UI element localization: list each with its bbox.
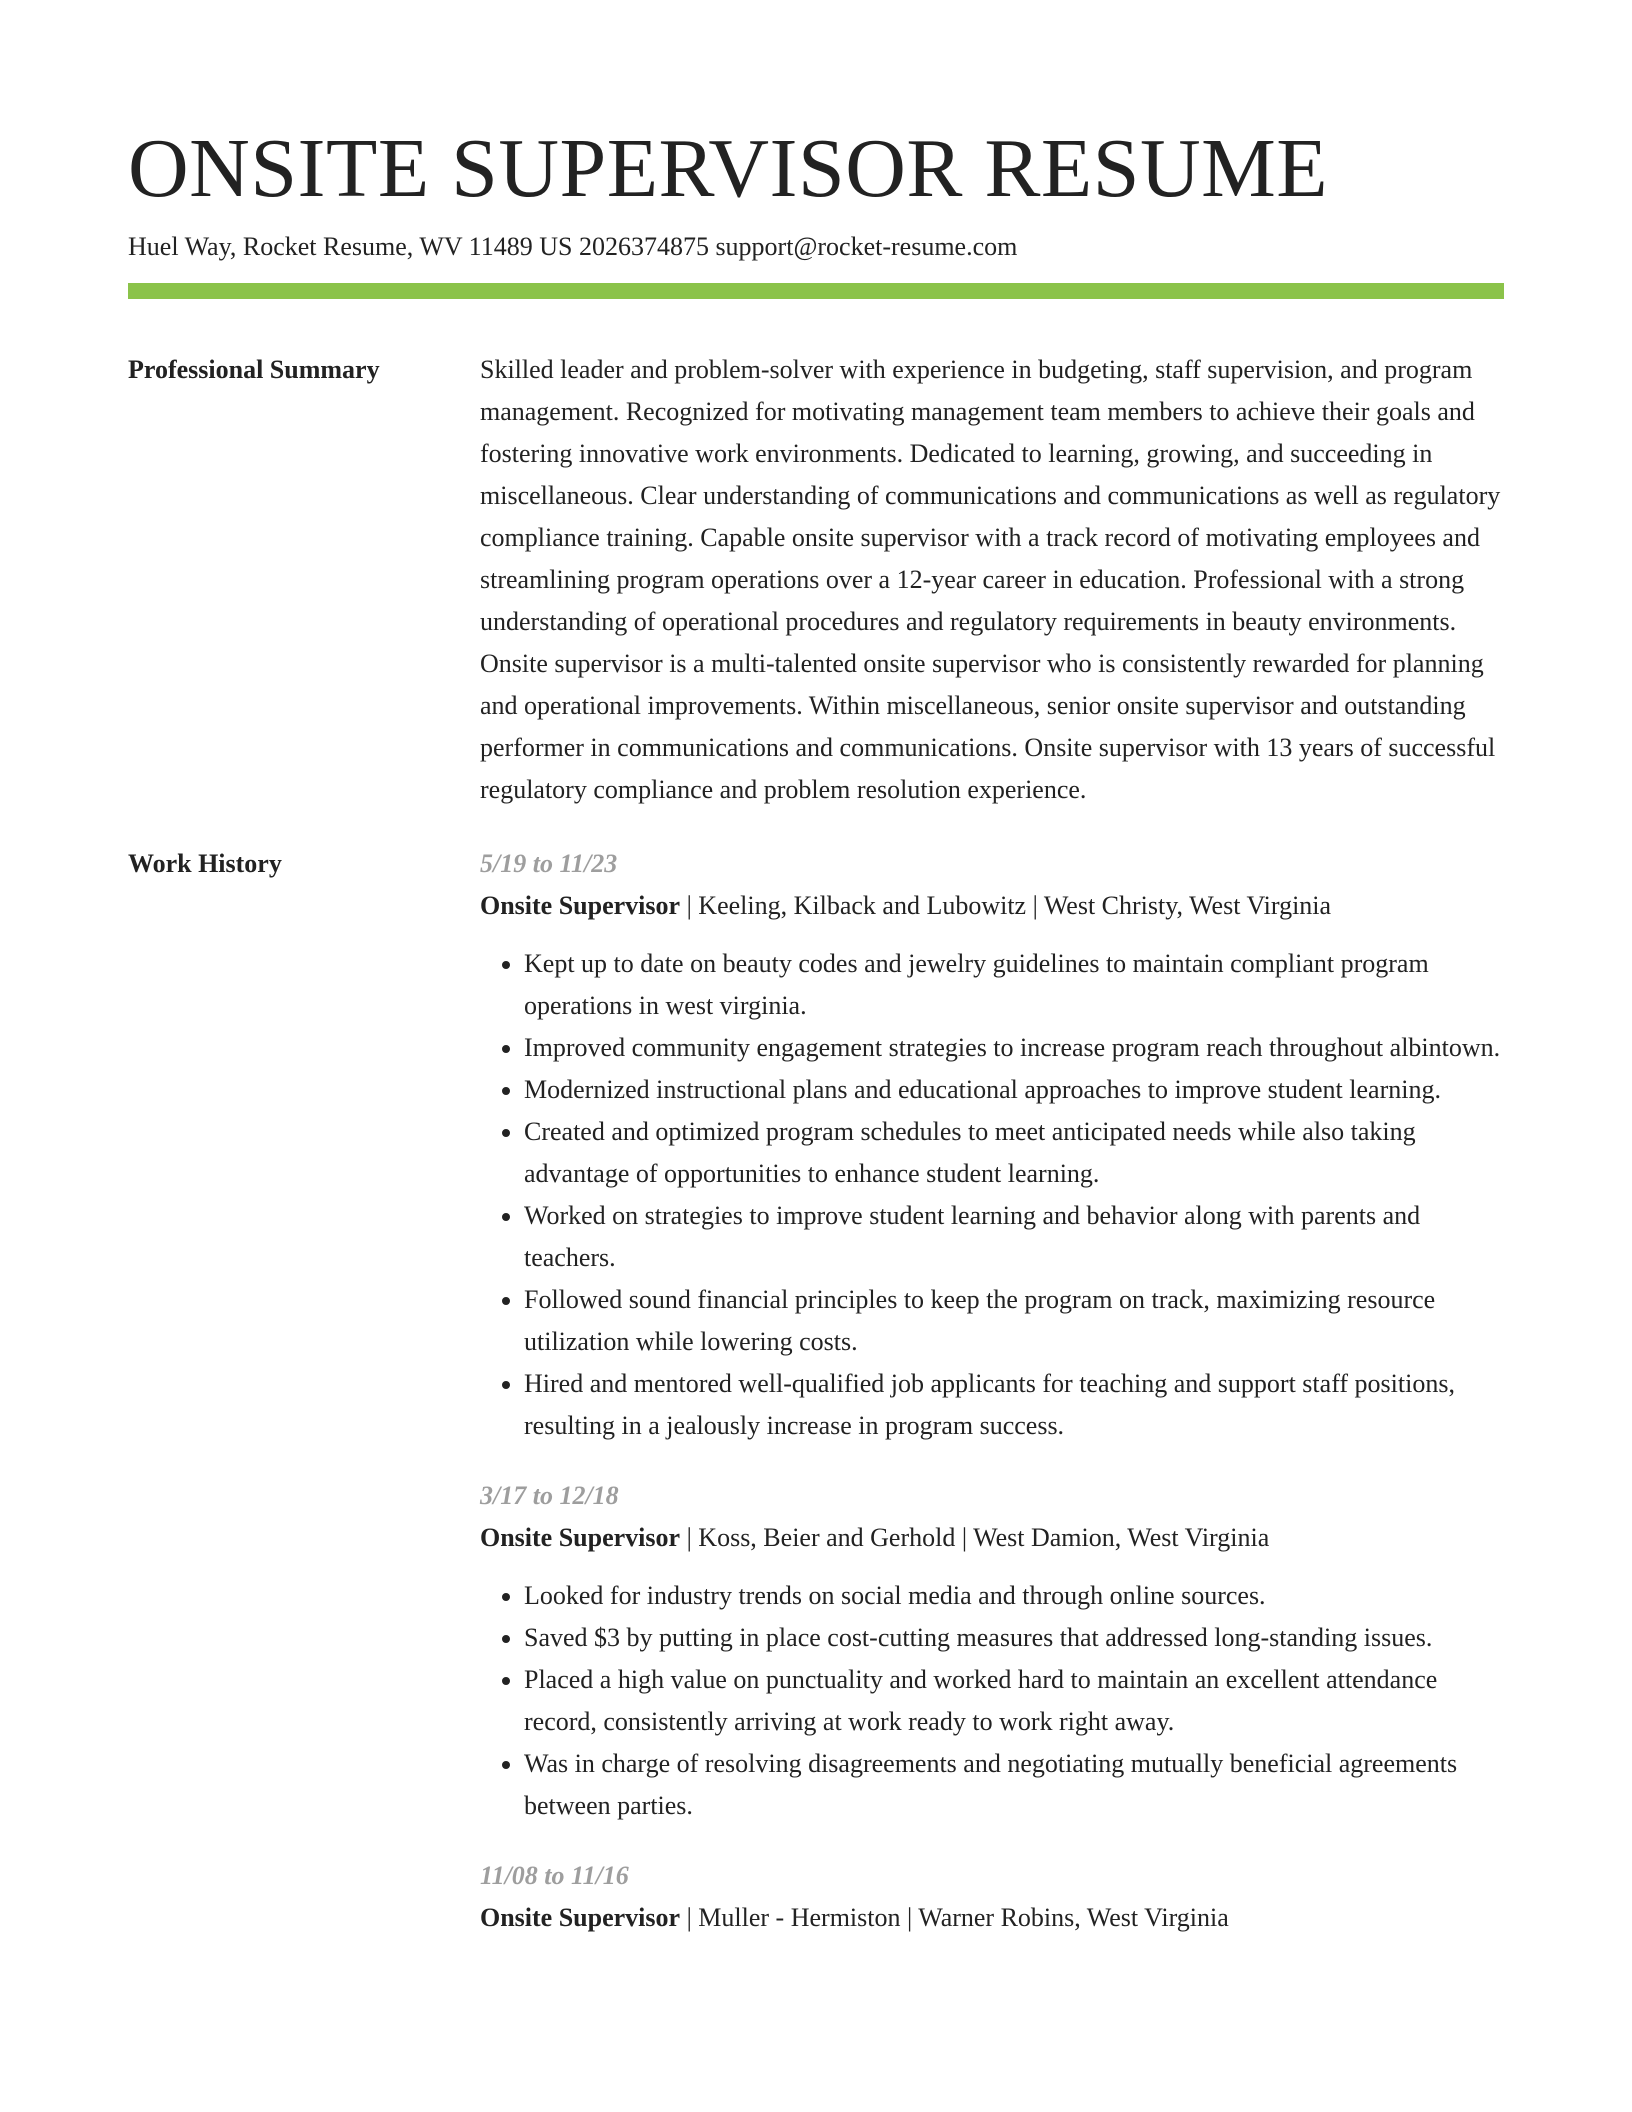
job-duty: • Modernized instructional plans and educational approaches to improve student learning.	[524, 1069, 1504, 1111]
job-location: Warner Robins, West Virginia	[918, 1903, 1229, 1932]
job-duty: • Was in charge of resolving disagreements and negotiating mutually beneficial agreements between parties.	[524, 1743, 1504, 1827]
job-company: Keeling, Kilback and Lubowitz	[698, 891, 1027, 920]
resume-title: ONSITE SUPERVISOR RESUME	[128, 122, 1329, 215]
job-entry	[480, 843, 1504, 1447]
job-duty: • Hired and mentored well-qualified job applicants for teaching and support staff positions, resulting in a jealously increase in program success.	[524, 1363, 1504, 1447]
job-location: West Damion, West Virginia	[973, 1523, 1270, 1552]
job-location: West Christy, West Virginia	[1043, 891, 1332, 920]
job-duty: • Followed sound financial principles to keep the program on track, maximizing resource utilization while lowering costs.	[524, 1279, 1504, 1363]
job-heading	[480, 1517, 1504, 1559]
job-heading	[480, 1897, 1504, 1939]
job-duty: • Worked on strategies to improve student learning and behavior along with parents and teachers.	[524, 1195, 1504, 1279]
job-separator: |	[955, 1523, 974, 1552]
resume-page	[128, 0, 1504, 1967]
job-duty: • Kept up to date on beauty codes and jewelry guidelines to maintain compliant program operations in west virginia.	[524, 943, 1504, 1027]
job-separator: |	[1026, 891, 1044, 920]
job-company: Koss, Beier and Gerhold	[698, 1523, 956, 1552]
work-history-body	[480, 843, 1504, 1967]
job-title: Onsite Supervisor	[480, 891, 681, 920]
job-separator: |	[680, 1903, 699, 1932]
job-duty: • Improved community engagement strategies to increase program reach throughout albintown.	[524, 1027, 1504, 1069]
job-separator: |	[900, 1903, 919, 1932]
job-separator: |	[680, 891, 699, 920]
header-divider	[128, 283, 1504, 299]
job-dates: 11/08 to 11/16	[480, 1861, 629, 1890]
summary-heading: Professional Summary	[128, 355, 380, 384]
work-history-heading: Work History	[128, 849, 282, 878]
job-dates: 5/19 to 11/23	[480, 849, 618, 878]
job-duties-list	[480, 1575, 1504, 1827]
work-history-section	[128, 843, 1504, 1967]
job-entry	[480, 1855, 1504, 1939]
job-duty: • Saved $3 by putting in place cost-cutting measures that addressed long-standing issues.	[524, 1617, 1504, 1659]
contact-line: Huel Way, Rocket Resume, WV 11489 US 2026374875 support@rocket-resume.com	[128, 232, 1018, 261]
summary-body	[480, 349, 1504, 811]
job-dates: 3/17 to 12/18	[480, 1481, 619, 1510]
job-company: Muller - Hermiston	[698, 1903, 901, 1932]
job-title: Onsite Supervisor	[480, 1523, 681, 1552]
job-entry	[480, 1475, 1504, 1827]
job-title: Onsite Supervisor	[480, 1903, 681, 1932]
job-duty: • Looked for industry trends on social media and through online sources.	[524, 1575, 1504, 1617]
summary-section	[128, 349, 1504, 811]
summary-text: Skilled leader and problem-solver with experience in budgeting, staff supervision, and program management. Recognized for motivating management team members to achieve their goals and fostering innovative work environments. Dedicated to learning, growing, and succeeding in miscellaneous. Clear understanding of communications and communications as well as regulatory compliance training. Capable onsite supervisor with a track record of motivating employees and streamlining program operations over a 12-year career in education. Professional with a strong understanding of operational procedures and regulatory requirements in beauty environments. Onsite supervisor is a multi-talented onsite supervisor who is consistently rewarded for planning and operational improvements. Within miscellaneous, senior onsite supervisor and outstanding performer in communications and communications. Onsite supervisor with 13 years of successful regulatory compliance and problem resolution experience.	[480, 355, 1501, 804]
job-duty: • Placed a high value on punctuality and worked hard to maintain an excellent attendance record, consistently arriving at work ready to work right away.	[524, 1659, 1504, 1743]
job-duties-list	[480, 943, 1504, 1447]
job-heading	[480, 885, 1504, 927]
job-separator: |	[680, 1523, 699, 1552]
job-duty: • Created and optimized program schedules to meet anticipated needs while also taking advantage of opportunities to enhance student learning.	[524, 1111, 1504, 1195]
